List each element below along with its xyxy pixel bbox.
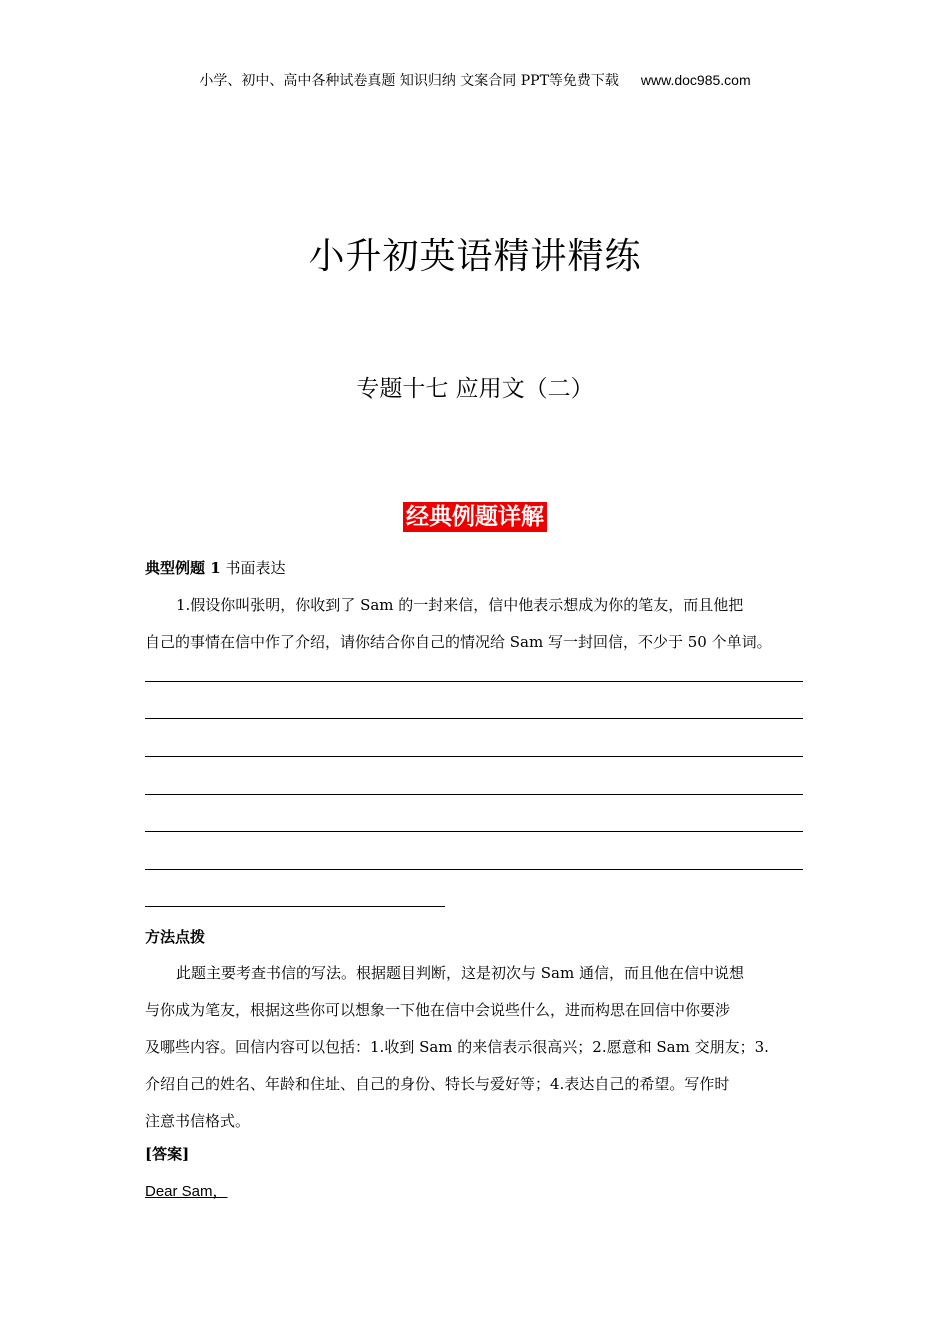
header-text: 小学、初中、高中各种试卷真题 知识归纳 文案合同 PPT等免费下载 (199, 73, 619, 89)
method-line: 此题主要考查书信的写法。根据题目判断，这是初次与 Sam 通信，而且他在信中说想 (176, 964, 744, 982)
answer-blank-line[interactable] (145, 718, 803, 719)
answer-blank-line[interactable] (145, 756, 803, 757)
method-line: 注意书信格式。 (145, 1112, 251, 1130)
header-url[interactable]: www.doc985.com (640, 72, 751, 88)
page-subtitle: 专题十七 应用文（二） (356, 376, 594, 402)
page-header (0, 70, 950, 90)
method-heading: 方法点拨 (145, 928, 206, 946)
method-line: 介绍自己的姓名、年龄和住址、自己的身份、特长与爱好等；4.表达自己的希望。写作时 (145, 1075, 730, 1093)
question-line-1: 1.假设你叫张明，你收到了 Sam 的一封来信，信中他表示想成为你的笔友，而且他把 (176, 596, 744, 614)
answer-blank-line[interactable] (145, 794, 803, 795)
example-heading (145, 557, 285, 578)
method-line: 及哪些内容。回信内容可以包括：1.收到 Sam 的来信表示很高兴；2.愿意和 Sam 交朋友；3. (145, 1038, 769, 1056)
page-title: 小升初英语精讲精练 (308, 236, 642, 277)
answer-salutation: Dear Sam， (145, 1183, 228, 1200)
answer-heading: [答案] (145, 1145, 190, 1163)
answer-blank-line[interactable] (145, 869, 803, 870)
answer-blank-line[interactable] (145, 831, 803, 832)
method-line: 与你成为笔友，根据这些你可以想象一下他在信中会说些什么，进而构思在回信中你要涉 (145, 1001, 731, 1019)
answer-blank-line[interactable] (145, 906, 445, 907)
example-label: 典型例题 1 (145, 559, 221, 577)
banner-container (0, 502, 950, 532)
question-line-2: 自己的事情在信中作了介绍，请你结合你自己的情况给 Sam 写一封回信，不少于 50 个单词。 (145, 633, 772, 651)
answer-blank-line[interactable] (145, 681, 803, 682)
section-banner: 经典例题详解 (403, 502, 547, 532)
example-type: 书面表达 (225, 559, 286, 577)
